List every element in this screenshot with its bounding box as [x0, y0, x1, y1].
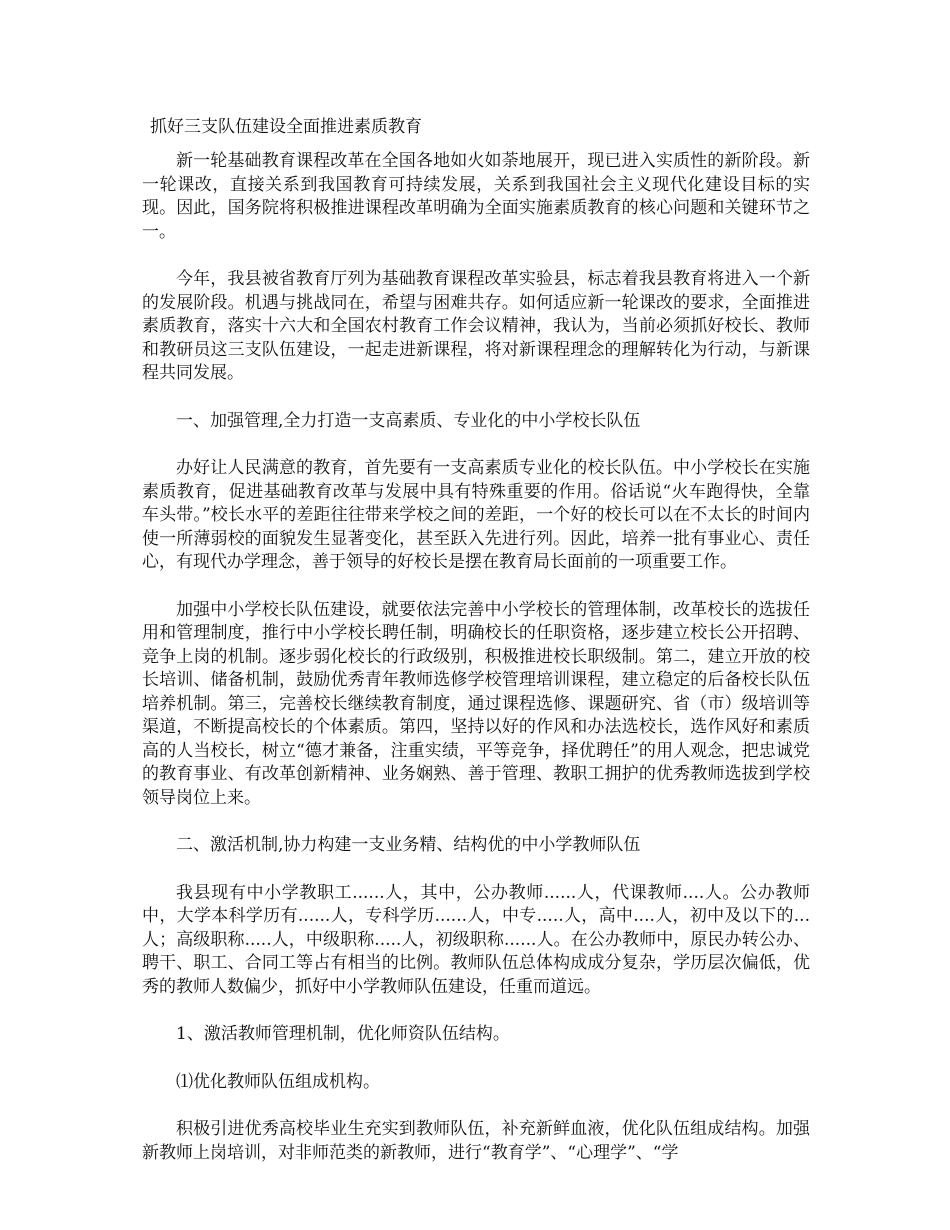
paragraph-2: 今年，我县被省教育厅列为基础教育课程改革实验县，标志着我县教育将进入一个新的发展阶段。机遇与挑战同在，希望与困难共存。如何适应新一轮课改的要求，全面推进素质教育，落实十六大和全国农村教育工作会议精神，我认为，当前必须抓好校长、教师和教研员这三支队伍建设，一起走进新课程，将对新课程理念的理解转化为行动，与新课程共同发展。	[142, 269, 810, 383]
section-heading-2: 二、激活机制,协力构建一支业务精、结构优的中小学教师队伍	[176, 835, 641, 855]
paragraph-3: 办好让人民满意的教育，首先要有一支高素质专业化的校长队伍。中小学校长在实施素质教育，促进基础教育改革与发展中具有特殊重要的作用。俗话说“火车跑得快，全靠车头带。”校长水平的差距往往带来学校之间的差距，一个好的校长可以在不太长的时间内使一所薄弱校的面貌发生显著变化，甚至跃入先进行列。因此，培养一批有事业心、责任心，有现代办学理念，善于领导的好校长是摆在教育局长面前的一项重要工作。	[142, 458, 810, 572]
document-body	[142, 150, 810, 1165]
paragraph-1: 新一轮基础教育课程改革在全国各地如火如荼地展开，现已进入实质性的新阶段。新一轮课改，直接关系到我国教育可持续发展，关系到我国社会主义现代化建设目标的实现。因此，国务院将积极推进课程改革明确为全面实施素质教育的核心问题和关键环节之一。	[142, 151, 810, 242]
document-title: 抓好三支队伍建设全面推进素质教育	[150, 117, 422, 137]
subsection-heading-1: 1、激活教师管理机制，优化师资队伍结构。	[176, 1024, 510, 1044]
paragraph-6: 积极引进优秀高校毕业生充实到教师队伍，补充新鲜血液，优化队伍组成结构。加强新教师上岗培训，对非师范类的新教师，进行“教育学”、“心理学”、“学	[142, 1119, 810, 1163]
paragraph-4: 加强中小学校长队伍建设，就要依法完善中小学校长的管理体制，改革校长的选拔任用和管理制度，推行中小学校长聘任制，明确校长的任职资格，逐步建立校长公开招聘、竞争上岗的机制。逐步弱化校长的行政级别，积极推进校长职级制。第二，建立开放的校长培训、储备机制，鼓励优秀青年教师选修学校管理培训课程，建立稳定的后备校长队伍培养机制。第三，完善校长继续教育制度，通过课程选修、课题研究、省（市）级培训等渠道，不断提高校长的个体素质。第四，坚持以好的作风和办法选校长，选作风好和素质高的人当校长，树立“德才兼备，注重实绩，平等竞争，择优聘任”的用人观念，把忠诚党的教育事业、有改革创新精神、业务娴熟、善于管理、教职工拥护的优秀教师选拔到学校领导岗位上来。	[142, 599, 810, 808]
paragraph-5: 我县现有中小学教职工......人，其中，公办教师......人，代课教师....人。公办教师中，大学本科学历有......人，专科学历......人，中专.....人，高中....人，初中及以下的...人；高级职称.....人，中级职称.....人，初级职称......人。在公办教师中，原民办转公办、聘干、职工、合同工等占有相当的比例。教师队伍总体构成成分复杂，学历层次偏低，优秀的教师人数偏少，抓好中小学教师队伍建设，任重而道远。	[142, 882, 810, 997]
section-heading-1: 一、加强管理,全力打造一支高素质、专业化的中小学校长队伍	[176, 410, 641, 431]
subsection-heading-1-1: ⑴优化教师队伍组成机构。	[176, 1071, 380, 1092]
